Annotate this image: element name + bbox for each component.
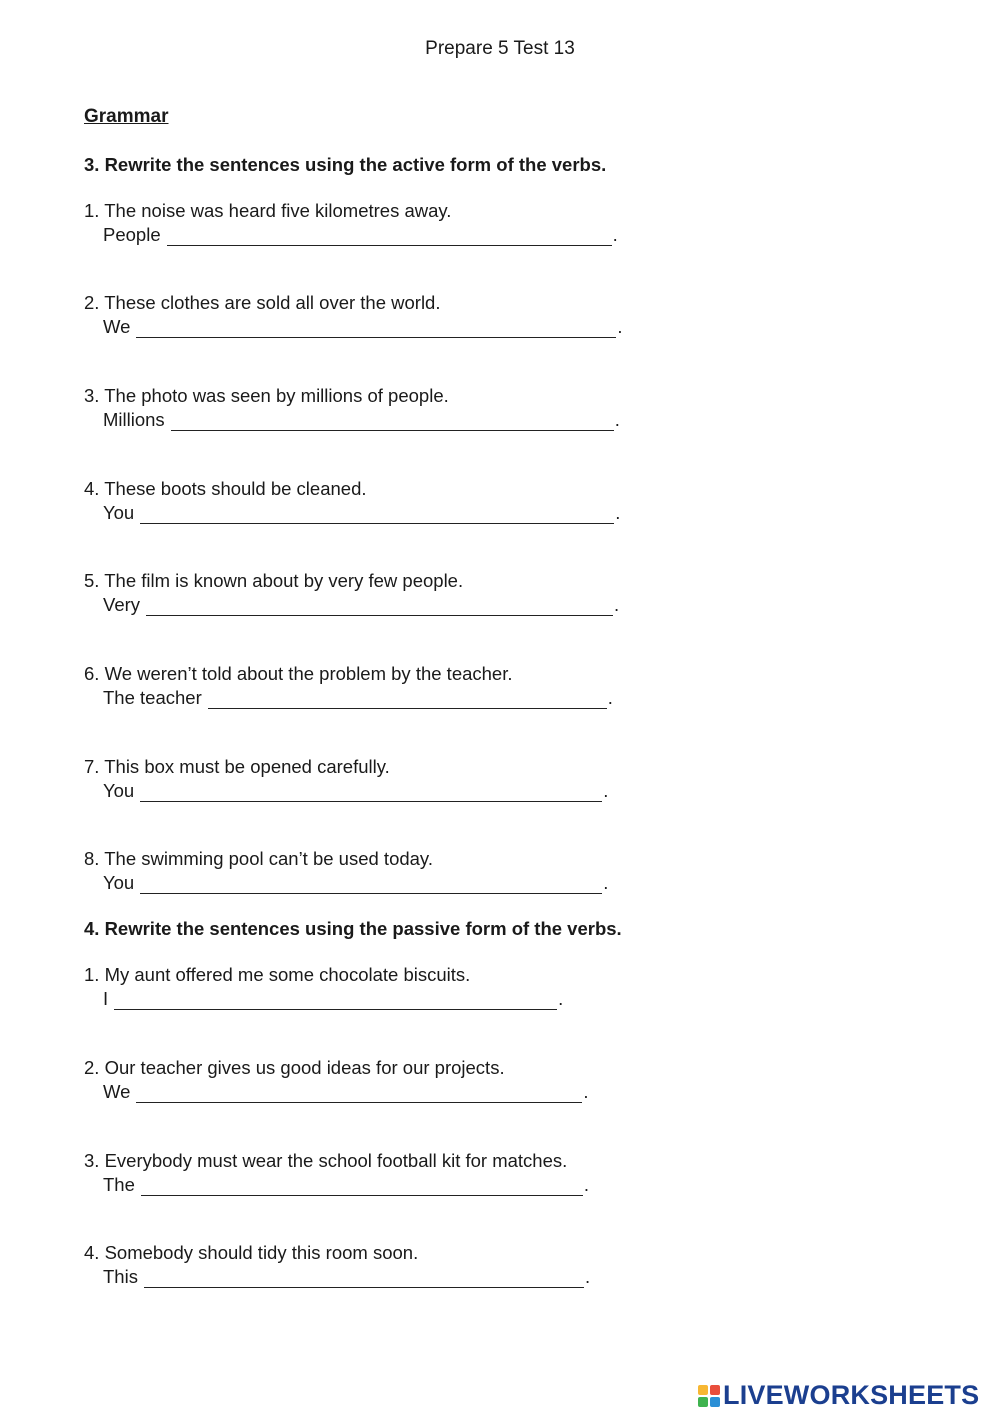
exercise-item: [84, 291, 623, 338]
answer-line: [103, 1173, 589, 1196]
exercise-item: [84, 963, 563, 1010]
answer-prompt: The: [103, 1174, 135, 1195]
answer-prompt: The teacher: [103, 687, 202, 708]
period: .: [583, 1174, 590, 1195]
period: .: [617, 316, 623, 337]
answer-line: [103, 779, 608, 802]
answer-prompt: We: [103, 316, 131, 337]
answer-line: [103, 223, 618, 246]
section-4-heading: 4. Rewrite the sentences using the passive form of the verbs.: [84, 918, 622, 939]
answer-input[interactable]: [140, 506, 614, 524]
answer-line: [103, 1080, 589, 1103]
period: .: [612, 224, 618, 245]
answer-input[interactable]: [146, 598, 613, 616]
answer-input[interactable]: [140, 784, 602, 802]
period: .: [583, 1081, 589, 1102]
answer-prompt: Very: [103, 594, 141, 615]
period: .: [603, 872, 609, 893]
answer-line: [103, 315, 623, 338]
liveworksheets-logo-icon: [698, 1385, 720, 1407]
answer-input[interactable]: [141, 1178, 583, 1196]
item-sentence: 8. The swimming pool can’t be used today.: [84, 848, 433, 869]
answer-prompt: I: [103, 988, 109, 1009]
exercise-item: [84, 1241, 590, 1288]
item-sentence: 3. The photo was seen by millions of people.: [84, 385, 449, 406]
period: .: [607, 687, 613, 708]
answer-prompt: You: [103, 780, 135, 801]
item-sentence: 4. These boots should be cleaned.: [84, 478, 367, 499]
item-sentence: 2. Our teacher gives us good ideas for our projects.: [84, 1057, 505, 1078]
answer-input[interactable]: [171, 413, 614, 431]
exercise-item: [84, 847, 608, 894]
grammar-heading: Grammar: [84, 106, 169, 127]
period: .: [603, 780, 609, 801]
answer-line: [103, 501, 620, 524]
item-sentence: 7. This box must be opened carefully.: [84, 756, 390, 777]
period: .: [584, 1266, 591, 1287]
answer-prompt: You: [103, 502, 135, 523]
exercise-item: [84, 662, 613, 709]
answer-input[interactable]: [114, 992, 557, 1010]
item-sentence: 6. We weren’t told about the problem by the teacher.: [84, 663, 513, 684]
period: .: [615, 502, 621, 523]
exercise-item: [84, 1149, 589, 1196]
period: .: [614, 594, 620, 615]
answer-line: [103, 871, 608, 894]
liveworksheets-logo: [698, 1380, 979, 1411]
exercise-item: [84, 755, 608, 802]
item-sentence: 3. Everybody must wear the school football kit for matches.: [84, 1150, 568, 1171]
answer-prompt: You: [103, 872, 135, 893]
page-title: Prepare 5 Test 13: [425, 38, 575, 59]
item-sentence: 5. The film is known about by very few people.: [84, 570, 464, 591]
period: .: [614, 409, 620, 430]
answer-prompt: People: [103, 224, 161, 245]
exercise-item: [84, 199, 618, 246]
answer-line: [103, 987, 563, 1010]
answer-input[interactable]: [136, 320, 616, 338]
exercise-item: [84, 569, 619, 616]
section-3-heading: 3. Rewrite the sentences using the active form of the verbs.: [84, 154, 607, 175]
answer-prompt: Millions: [103, 409, 165, 430]
answer-prompt: This: [103, 1266, 138, 1287]
period: .: [558, 988, 564, 1009]
exercise-item: [84, 477, 620, 524]
answer-prompt: We: [103, 1081, 131, 1102]
answer-line: [103, 408, 620, 431]
exercise-item: [84, 384, 620, 431]
item-sentence: 2. These clothes are sold all over the world.: [84, 292, 441, 313]
item-sentence: 1. My aunt offered me some chocolate biscuits.: [84, 964, 471, 985]
answer-line: [103, 686, 613, 709]
answer-input[interactable]: [144, 1270, 584, 1288]
answer-input[interactable]: [208, 691, 607, 709]
logo-text: LIVEWORKSHEETS: [723, 1380, 980, 1410]
answer-input[interactable]: [167, 228, 612, 246]
answer-input[interactable]: [140, 876, 602, 894]
answer-input[interactable]: [136, 1085, 582, 1103]
item-sentence: 4. Somebody should tidy this room soon.: [84, 1242, 419, 1263]
item-sentence: 1. The noise was heard five kilometres away.: [84, 200, 452, 221]
answer-line: [103, 593, 619, 616]
answer-line: [103, 1265, 590, 1288]
exercise-item: [84, 1056, 589, 1103]
